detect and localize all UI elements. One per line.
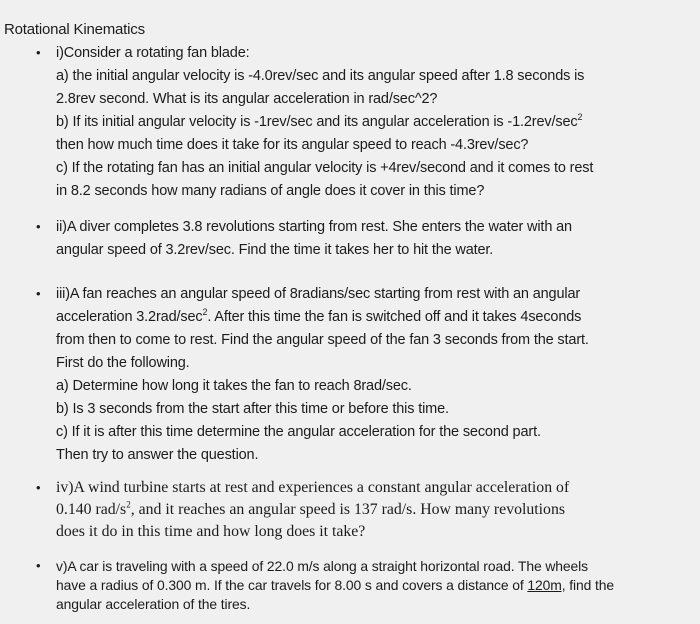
question-1-line: in 8.2 seconds how many radians of angle does it cover in this time?: [56, 183, 485, 199]
superscript: 2: [202, 307, 208, 318]
question-4-line: 0.140 rad/$s^2$, and it reaches an angular speed is 137 rad/s. How many revolutions: [56, 499, 566, 518]
question-2-line: ii)A diver completes 3.8 revolutions starting from rest. She enters the water with an: [56, 219, 572, 235]
question-3: [56, 283, 696, 467]
question-1-line: b) If its initial angular velocity is -1rev/sec and its angular acceleration is $-1.2rev/\sec^2$: [56, 112, 583, 130]
question-3-line: First do the following.: [56, 355, 190, 371]
bullet-icon: •: [36, 558, 41, 573]
question-1-line: a) the initial angular velocity is -4.0rev/sec and its angular speed after 1.8 seconds is: [56, 68, 585, 84]
question-3-line: iii)A fan reaches an angular speed of 8radians/sec starting from rest with an angular: [56, 286, 581, 302]
underlined-distance: 120m,: [527, 577, 566, 593]
bullet-icon: •: [36, 286, 41, 301]
bullet-icon: •: [36, 219, 41, 234]
question-1: [56, 42, 696, 203]
bullet-icon: •: [36, 480, 41, 495]
question-1-line: i)Consider a rotating fan blade:: [56, 45, 250, 61]
question-3-line: c) If it is after this time determine the angular acceleration for the second part.: [56, 424, 541, 440]
question-3-line: b) Is 3 seconds from the start after this time or before this time.: [56, 401, 449, 417]
question-3-line: a) Determine how long it takes the fan to reach 8rad/sec.: [56, 378, 412, 394]
question-3-line: Then try to answer the question.: [56, 447, 259, 463]
question-4-line: does it do in this time and how long does it take?: [56, 523, 366, 540]
question-3-line: from then to come to rest. Find the angular speed of the fan 3 seconds from the start.: [56, 332, 589, 348]
question-1-line: c) If the rotating fan has an initial angular velocity is +4rev/second and it comes to rest: [56, 160, 594, 176]
question-2-line: angular speed of 3.2rev/sec. Find the time it takes her to hit the water.: [56, 242, 494, 258]
superscript: 2: [577, 112, 583, 123]
question-1-line: then how much time does it take for its angular speed to reach -4.3rev/sec?: [56, 137, 529, 153]
question-4: [56, 477, 696, 543]
question-5-line: v)A car is traveling with a speed of 22.0 m/s along a straight horizontal road. The wheels: [56, 558, 588, 574]
question-4-line: iv)A wind turbine starts at rest and experiences a constant angular acceleration of: [56, 479, 570, 496]
question-5: [56, 557, 696, 614]
question-1-line: 2.8rev second. What is its angular acceleration in rad/sec^2?: [56, 91, 438, 107]
bullet-icon: •: [36, 45, 41, 60]
question-2: [56, 216, 696, 262]
question-3-line: acceleration $3.2rad/\sec^2$. After this time the fan is switched off and it takes 4seconds: [56, 307, 582, 325]
superscript: 2: [126, 499, 131, 510]
document-title: Rotational Kinematics: [4, 21, 145, 38]
question-5-line: angular acceleration of the tires.: [56, 596, 251, 612]
question-5-line: have a radius of 0.300 m. If the car travels for 8.00 s and covers a distance of 120m, find the: [56, 577, 615, 593]
